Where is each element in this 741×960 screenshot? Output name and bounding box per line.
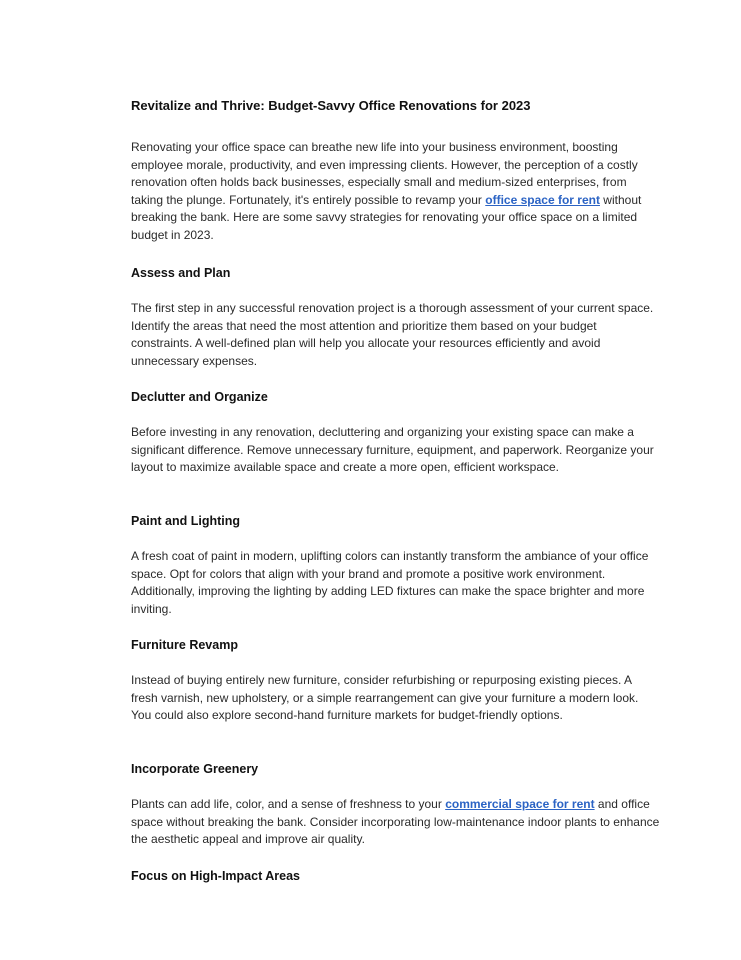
intro-paragraph (131, 139, 661, 245)
section-heading-assess-plan: Assess and Plan (131, 266, 231, 280)
intro-text-after-link: without breaking the bank. Here are some savvy strategies for renovating your office space on a limited budget in 2023. (131, 192, 642, 242)
section-heading-high-impact: Focus on High-Impact Areas (131, 869, 301, 883)
greenery-text-after-link: and office space without breaking the bank. Consider incorporating low-maintenance indoor plants to enhance the aesthetic appeal and improve air quality. (131, 797, 660, 847)
commercial-space-for-rent-link[interactable]: commercial space for rent (445, 797, 595, 811)
section-body-greenery (131, 796, 661, 849)
section-heading-paint-lighting: Paint and Lighting (131, 514, 241, 528)
greenery-text-before-link: Plants can add life, color, and a sense of freshness to your (131, 797, 446, 811)
section-heading-declutter: Declutter and Organize (131, 390, 268, 404)
intro-text-before-link: Renovating your office space can breathe new life into your business environment, boosting employee morale, productivity, and even impressing clients. However, the perception of a costly renovation often holds back businesses, especially small and medium-sized enterprises, from taking the plunge. Fortunately, it's entirely possible to revamp your (131, 140, 638, 207)
section-body-furniture: Instead of buying entirely new furniture, consider refurbishing or repurposing existing pieces. A fresh varnish, new upholstery, or a simple rearrangement can give your furniture a modern look. You could also explore second-hand furniture markets for budget-friendly options. (131, 673, 639, 723)
section-body-declutter: Before investing in any renovation, decluttering and organizing your existing space can make a significant difference. Remove unnecessary furniture, equipment, and paperwork. Reorganize your layout to maximize available space and create a more open, efficient workspace. (131, 425, 654, 475)
section-body-assess-plan: The first step in any successful renovation project is a thorough assessment of your current space. Identify the areas that need the most attention and prioritize them based on your budget constraints. A well-defined plan will help you allocate your resources efficiently and avoid unnecessary expenses. (131, 301, 654, 368)
section-heading-greenery: Incorporate Greenery (131, 762, 259, 776)
document-title: Revitalize and Thrive: Budget-Savvy Office Renovations for 2023 (131, 97, 531, 113)
section-body-paint-lighting: A fresh coat of paint in modern, uplifting colors can instantly transform the ambiance of your office space. Opt for colors that align with your brand and promote a positive work environment. Additionally, improving the lighting by adding LED fixtures can make the space brighter and more inviting. (131, 549, 649, 616)
office-space-for-rent-link[interactable]: office space for rent (485, 192, 600, 207)
section-heading-furniture: Furniture Revamp (131, 638, 238, 652)
